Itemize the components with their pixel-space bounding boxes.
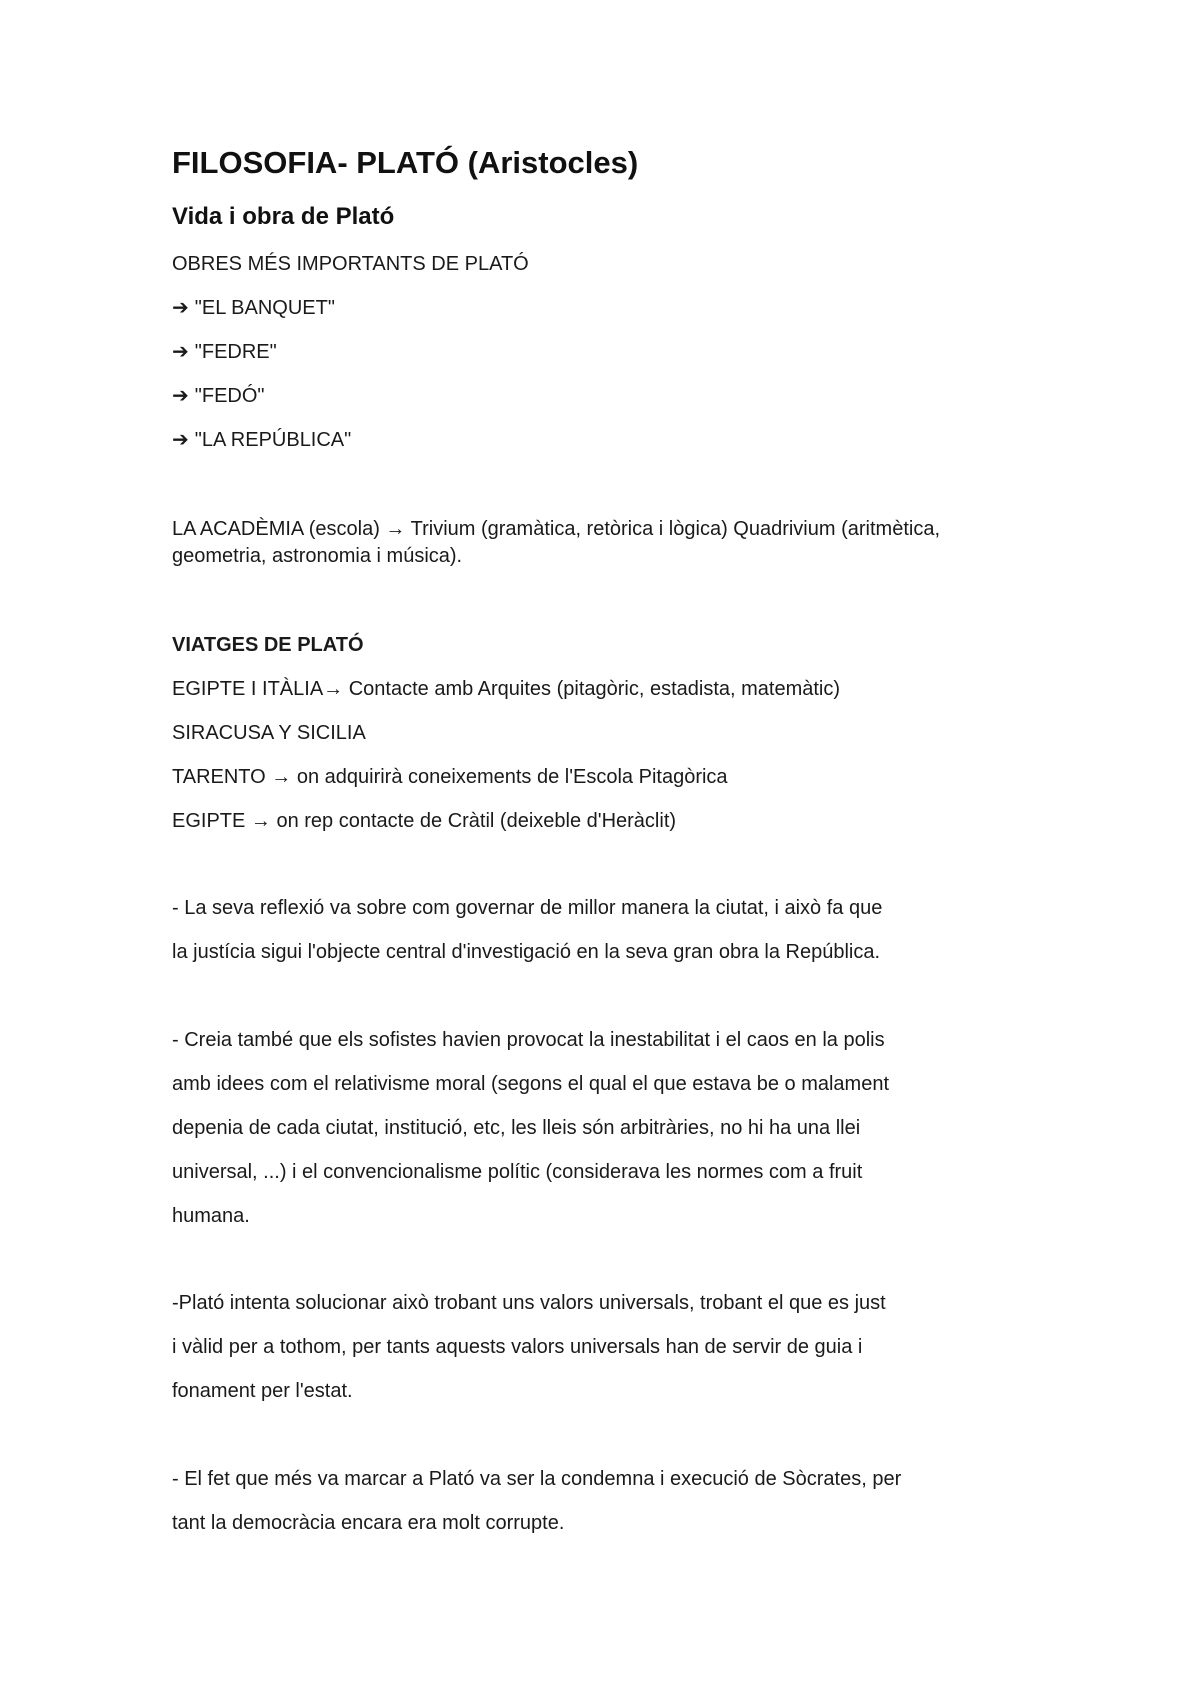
works-heading: OBRES MÉS IMPORTANTS DE PLATÓ — [172, 253, 529, 275]
list-item — [172, 427, 351, 453]
paragraph-line: i vàlid per a tothom, per tants aquests valors universals han de servir de guia i — [172, 1336, 863, 1358]
paragraph-line: amb idees com el relativisme moral (segons el qual el que estava be o malament — [172, 1073, 890, 1095]
paragraph-line: humana. — [172, 1205, 250, 1227]
paragraph-line: la justícia sigui l'objecte central d'investigació en la seva gran obra la República. — [172, 941, 881, 963]
list-item — [172, 295, 335, 321]
paragraph-line: - Creia també que els sofistes havien provocat la inestabilitat i el caos en la polis — [172, 1029, 885, 1051]
document-title: FILOSOFIA- PLATÓ (Aristocles) — [172, 145, 639, 180]
arrow-right-icon: ➔ — [172, 341, 189, 363]
arrow-right-icon: ➔ — [172, 297, 189, 319]
arrow-right-icon: ➔ — [172, 429, 189, 451]
travel-line: EGIPTE I ITÀLIA→ Contacte amb Arquites (pitagòric, estadista, matemàtic) — [172, 678, 841, 700]
paragraph-line: tant la democràcia encara era molt corrupte. — [172, 1512, 565, 1534]
work-title: "FEDRE" — [194, 341, 277, 363]
work-title: "EL BANQUET" — [194, 297, 335, 319]
paragraph-line: - La seva reflexió va sobre com governar de millor manera la ciutat, i això fa que — [172, 897, 883, 919]
travel-line: EGIPTE → on rep contacte de Cràtil (deixeble d'Heràclit) — [172, 810, 677, 832]
travel-line: TARENTO → on adquirirà coneixements de l'Escola Pitagòrica — [172, 766, 728, 788]
paragraph-line: depenia de cada ciutat, institució, etc, les lleis són arbitràries, no hi ha una llei — [172, 1117, 861, 1139]
travels-heading: VIATGES DE PLATÓ — [172, 634, 364, 656]
paragraph-line: -Plató intenta solucionar això trobant uns valors universals, trobant el que es just — [172, 1292, 886, 1314]
document-subtitle: Vida i obra de Plató — [172, 203, 395, 230]
list-item — [172, 339, 277, 365]
academy-text-line: LA ACADÈMIA (escola) → Trivium (gramàtica, retòrica i lògica) Quadrivium (aritmètica, — [172, 518, 940, 540]
work-title: "LA REPÚBLICA" — [194, 429, 352, 451]
paragraph-line: fonament per l'estat. — [172, 1380, 353, 1402]
list-item — [172, 383, 265, 409]
arrow-right-icon: ➔ — [172, 385, 189, 407]
paragraph-line: universal, ...) i el convencionalisme polític (considerava les normes com a fruit — [172, 1161, 863, 1183]
academy-text-line: geometria, astronomia i música). — [172, 545, 463, 567]
travel-line: SIRACUSA Y SICILIA — [172, 722, 366, 744]
work-title: "FEDÓ" — [194, 385, 265, 407]
paragraph-line: - El fet que més va marcar a Plató va ser la condemna i execució de Sòcrates, per — [172, 1468, 902, 1490]
